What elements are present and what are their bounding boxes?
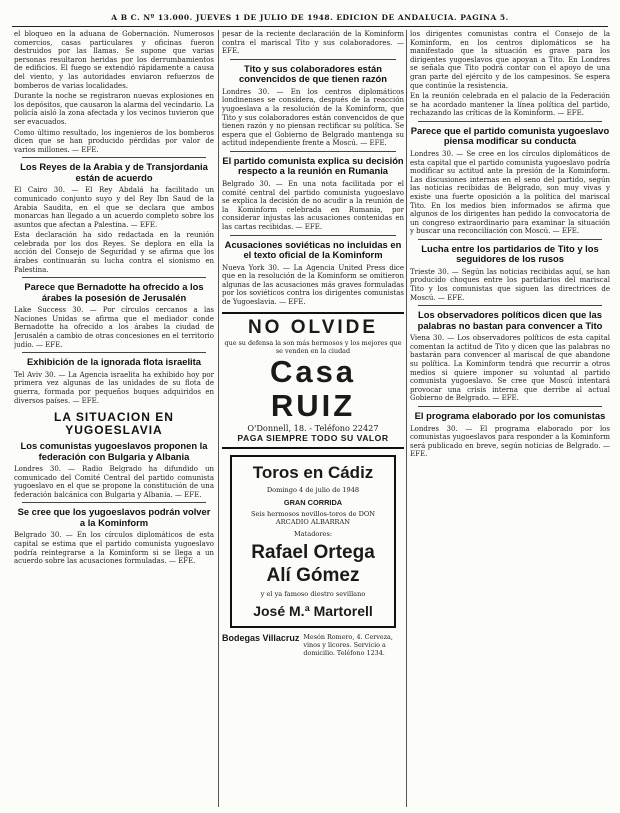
article-text: Londres 30. — Se cree en los círculos diplomáticos de esta capital que el partido comunista yugoeslavo podría modificar su actitud ante la presión de la Kominform. Las discusiones internas en el seno del partido, según las noticias recibidas de Belgrado, son muy vivas y existe una fuerte oposición a la política del mariscal Tito. En los medios bien informados se afirma que algunos de los dirigentes han pedido la convocatoria de un congreso extraordinario para examinar la situación y buscar una reconciliación con Moscú. — EFE. — [410, 149, 610, 236]
ad-subtitle: Matadores: — [293, 529, 333, 538]
article-text: Londres 30. — En los centros diplomáticos londinenses se considera, después de la reacción yugoeslava a la resolución de la Kominform, que Tito y sus colaboradores están convencidos de que tienen razón y no piensan rectificar su política. Se espera que el Gobierno de Belgrado mantenga su actitud independiente frente a Moscú. — EFE. — [222, 87, 404, 148]
ad-brand: Casa RUIZ — [269, 354, 357, 424]
matador-name: Rafael Ortega — [251, 542, 375, 564]
ad-text: y el ya famoso diestro sevillano — [260, 590, 366, 599]
article-text: Trieste 30. — Según las noticias recibidas aquí, se han producido choques entre los partidarios del mariscal Tito y los comunistas que siguen las directrices de Moscú. — EFE. — [410, 267, 610, 302]
advertisement-bodegas — [222, 633, 404, 657]
article-text: El Cairo 30. — El Rey Abdalá ha facilitado un comunicado conjunto suyo y del Rey Ibn Saud de la Arabia Saudita, en el que se declara que ambos monarcas han llegado a un acuerdo completo sobre los asuntos que afectan a Palestina. — EFE. — [14, 186, 214, 229]
ad-title: Toros en Cádiz — [252, 463, 374, 483]
article-text: Belgrado 30. — En una nota facilitada por el comité central del partido comunista yugoeslavo se explica la decisión de no acudir a la reunión de la Kominform celebrada en Rumania, por considerar injustas las acusaciones contenidas en las cartas recibidas. — EFE. — [222, 179, 404, 231]
article-text: Lake Success 30. — Por círculos cercanos a las Naciones Unidas se afirma que el mediador conde Bernadotte ha ofrecido a los árabes la ciudad de Jerusalén a cambio de otras concesiones en el territorio judío. — EFE. — [14, 306, 214, 349]
article-text: el bloqueo en la aduana de Gobernación. Numerosos comercios, casas particulares y oficinas fueron destruidos por las llamas. Se supone que varias personas resultaron heridas por los derrumbamientos de edificios. El fuego se extendió rápidamente a causa del viento, y las autoridades enviaron refuerzos de bomberos de varias localidades. — [14, 30, 214, 90]
divider — [22, 352, 206, 353]
matador-name: José M.ª Martorell — [253, 602, 373, 619]
section-title: LA SITUACION EN YUGOESLAVIA — [54, 410, 174, 438]
article-text: Londres 30. — El programa elaborado por los comunistas yugoeslavos para responder a la Kominform será publicado en breve, según noticias de Belgrado. — EFE. — [410, 424, 610, 459]
column-2 — [222, 30, 404, 807]
ad-text: Mesón Romero, 4. Cerveza, vinos y licores. Servicio a domicilio. Teléfono 1234. — [303, 632, 393, 657]
divider — [22, 277, 206, 278]
article-text: Durante la noche se registraron nuevas explosiones en los depósitos, que causaron la alarma del vecindario. La policía aisló la zona afectada y los vecinos tuvieron que ser evacuados. — [14, 92, 214, 126]
ad-headline: NO OLVIDE — [247, 317, 379, 339]
divider — [230, 235, 396, 236]
divider — [230, 59, 396, 60]
article-text: Belgrado 30. — En los círculos diplomáticos de esta capital se estima que el partido comunista yugoeslavo podría reintegrarse a la Kominform si se llega a un acuerdo sobre las acusaciones formuladas. — EFE. — [14, 531, 214, 566]
column-divider — [218, 30, 219, 807]
headline: Exhibición de la ignorada flota israelita — [26, 356, 201, 368]
ad-text: que su defensa la son más hermosos y los mejores que se venden en la ciudad — [224, 339, 402, 356]
headline: Se cree que los yugoeslavos podrán volver a la Kominform — [17, 506, 211, 528]
headline: Parece que el partido comunista yugoeslavo piensa modificar su conducta — [410, 124, 610, 147]
column-3 — [410, 30, 610, 807]
article-text: pesar de la reciente declaración de la Kominform contra el mariscal Tito y sus colaboradores. — EFE. — [222, 30, 404, 56]
article-text: Como último resultado, los ingenieros de los bomberos dicen que se han producido pérdidas por valor de varios millones. — EFE. — [14, 128, 214, 154]
headline: Tito y sus colaboradores están convencidos de que tienen razón — [239, 62, 387, 85]
ad-event: GRAN CORRIDA — [283, 497, 343, 507]
page-header: A B C. Nº 13.000. JUEVES 1 DE JULIO DE 1948. EDICION DE ANDALUCIA. PAGINA 5. — [12, 10, 608, 27]
ad-motto: PAGA SIEMPRE TODO SU VALOR — [237, 433, 389, 444]
divider — [418, 305, 602, 306]
article-text: En la reunión celebrada en el palacio de la Federación se ha acordado mantener la línea política del partido, rechazando las críticas de la Kominform. — EFE. — [410, 92, 610, 118]
divider — [22, 157, 206, 158]
headline: Los comunistas yugoeslavos proponen la federación con Bulgaria y Albania — [20, 440, 208, 462]
headline: Los Reyes de la Arabia y de Transjordania están de acuerdo — [20, 161, 208, 183]
divider — [418, 406, 602, 407]
headline: Los observadores políticos dicen que las palabras no bastan para convencer a Tito — [417, 309, 603, 331]
ad-date: Domingo 4 de julio de 1948 — [266, 486, 360, 495]
advertisement-toros — [230, 455, 396, 627]
article-text: Londres 30. — Radio Belgrado ha difundido un comunicado del Comité Central del partido comunista yugoeslavo en el que se propone la constitución de una federación balcánica con Bulgaria y Albania. — EFE. — [14, 465, 214, 499]
headline: Lucha entre los partidarios de Tito y los seguidores de los rusos — [421, 242, 599, 265]
divider — [418, 239, 602, 240]
article-text: Nueva York 30. — La Agencia United Press dice que en la resolución de la Kominform se omitieron algunas de las acusaciones más graves formuladas por los soviéticos contra los dirigentes comunistas de Yugoeslavia. — EFE. — [222, 263, 404, 306]
article-text: Tel Aviv 30. — La Agencia israelita ha exhibido hoy por primera vez algunas de las unidades de su flota de guerra, formada por pequeños buques adquiridos en diversos países. — EFE. — [14, 370, 214, 405]
headline: Acusaciones soviéticas no incluidas en el texto oficial de la Kominform — [224, 238, 402, 260]
article-text: Viena 30. — Los observadores políticos de esta capital comentan la actitud de Tito y dicen que las palabras no bastarán para convencer al mariscal de que abandone su política. La Kominform tendrá que recurrir a otros medios si quiere imponer su voluntad al partido comunista yugoeslavo. Se cree que Moscú intentará provocar una crisis interna que derribe al actual Gobierno de Belgrado. — EFE. — [410, 334, 610, 403]
column-1 — [14, 30, 214, 807]
headline: Parece que Bernadotte ha ofrecido a los árabes la posesión de Jerusalén — [24, 281, 204, 303]
divider — [418, 121, 602, 122]
ad-description: Seis hermosos novillos-toros de DON ARCADIO ALBARRAN — [250, 509, 376, 527]
ad-brand: Bodegas Villacruz — [222, 632, 300, 643]
headline: El partido comunista explica su decisión respecto a la reunión en Rumania — [222, 154, 404, 177]
column-divider — [406, 30, 407, 807]
article-text: Esta declaración ha sido redactada en la reunión celebrada por los dos Reyes. Se deplora en ella la acción del Consejo de Seguridad y se afirma que los árabes continuarán su lucha contra el sionismo en Palestina. — [14, 231, 214, 274]
divider — [22, 502, 206, 503]
article-text: los dirigentes comunistas contra el Consejo de la Kominform, en los centros diplomáticos se ha manifestado que la situación es grave para los dirigentes yugoeslavos que apoyan a Tito. En Londres se señala que Tito podrá contar con el apoyo de una gran parte del ejército y de los campesinos. Se espera que continúe la resistencia. — [410, 30, 610, 90]
matador-name: Alí Gómez — [266, 565, 360, 587]
ad-address: O'Donnell, 18. - Teléfono 22427 — [247, 423, 379, 434]
advertisement-casa-ruiz — [222, 312, 404, 449]
headline: El programa elaborado por los comunistas — [414, 410, 606, 421]
divider — [230, 151, 396, 152]
